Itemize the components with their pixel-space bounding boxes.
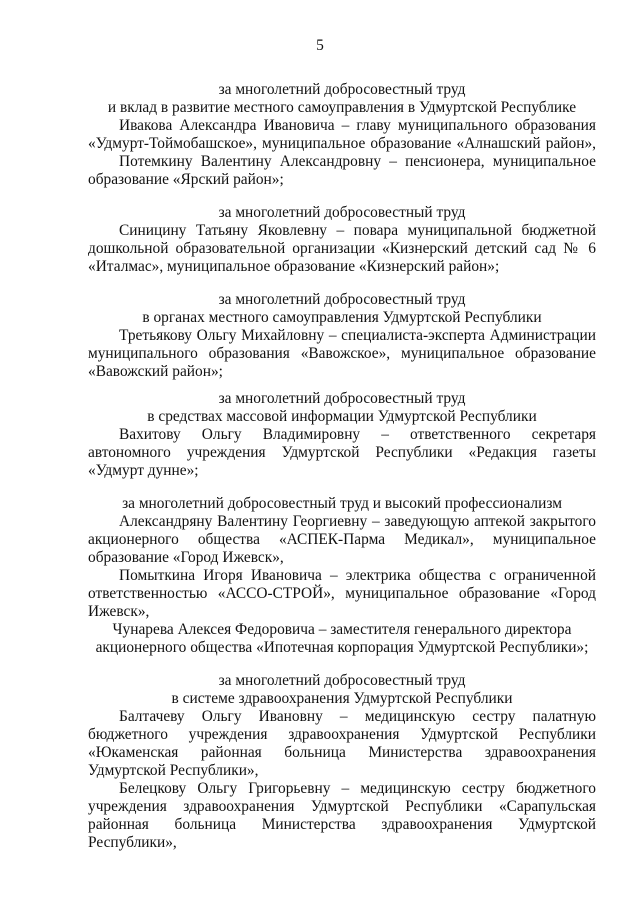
entry-line: Помыткина Игоря Ивановича – электрика общества с ограниченной [119,567,596,584]
award-entry [88,327,596,381]
entry-line: «Вавожский район»; [88,363,223,380]
award-entry [88,708,596,780]
section-heading: в органах местного самоуправления Удмуртской Республики [142,309,542,326]
award-entry-centered: Чунарева Алексея Федоровича – заместителя генерального директора [112,621,572,638]
entry-line: Синицину Татьяну Яковлевну – повара муниципальной бюджетной [119,222,596,239]
section-heading: за многолетний добросовестный труд [218,390,466,407]
entry-line: «Удмурт дунне»; [88,462,199,479]
award-entry [88,513,596,567]
entry-line: Третьякову Ольгу Михайловну – специалиста-эксперта Администрации [119,327,596,344]
entry-line: образование «Город Ижевск», [88,549,284,566]
award-entry [88,117,596,153]
entry-line: акционерного общества «АСПЕК-Парма Медикал», муниципальное [88,531,596,548]
award-entry-centered: акционерного общества «Ипотечная корпорация Удмуртской Республики»; [95,639,589,656]
entry-line: «Удмурт-Тоймобашское», муниципальное образование «Алнашский район», [88,135,596,152]
section-heading: за многолетний добросовестный труд [218,204,466,221]
entry-line: Александряну Валентину Георгиевну – заведующую аптекой закрытого [119,513,596,530]
page-number: 5 [316,37,324,54]
section-heading: за многолетний добросовестный труд и высокий профессионализм [122,495,562,512]
entry-line: Белецкову Ольгу Григорьевну – медицинскую сестру бюджетного [119,780,596,797]
entry-line: Балтачеву Ольгу Ивановну – медицинскую сестру палатную [119,708,596,725]
section-heading: в средствах массовой информации Удмуртской Республики [147,408,537,425]
entry-line: Ивакова Александра Ивановича – главу муниципального образования [119,117,596,134]
section-heading: в системе здравоохранения Удмуртской Республики [171,690,513,707]
section-heading: за многолетний добросовестный труд [218,672,466,689]
entry-line: муниципального образования «Вавожское», муниципальное образование [88,345,596,362]
entry-line: бюджетного учреждения здравоохранения Удмуртской Республики [88,726,596,743]
entry-line: Ижевск», [88,603,150,620]
entry-line: ответственностью «АССО-СТРОЙ», муниципальное образование «Город [88,585,596,602]
award-entry [88,780,596,852]
section-heading: за многолетний добросовестный труд [218,81,466,98]
entry-line: Потемкину Валентину Александровну – пенсионера, муниципальное [119,153,596,170]
entry-line: Удмуртской Республики», [88,762,259,779]
entry-line: Республики», [88,834,177,851]
award-entry [88,153,596,189]
section-heading: и вклад в развитие местного самоуправления в Удмуртской Республике [107,99,577,116]
section-heading: за многолетний добросовестный труд [218,291,466,308]
entry-line: районная больница Министерства здравоохранения Удмуртской [88,816,596,833]
award-entry [88,222,596,276]
award-entry [88,426,596,480]
entry-line: учреждения здравоохранения Удмуртской Республики «Сарапульская [88,798,596,815]
award-entry [88,567,596,621]
entry-line: образование «Ярский район»; [88,171,284,188]
entry-line: «Италмас», муниципальное образование «Кизнерский район»; [88,258,500,275]
entry-line: дошкольной образовательной организации «Кизнерский детский сад № 6 [88,240,596,257]
entry-line: автономного учреждения Удмуртской Республики «Редакция газеты [88,444,596,461]
entry-line: Вахитову Ольгу Владимировну – ответственного секретаря [119,426,596,443]
entry-line: «Юкаменская районная больница Министерства здравоохранения [88,744,596,761]
